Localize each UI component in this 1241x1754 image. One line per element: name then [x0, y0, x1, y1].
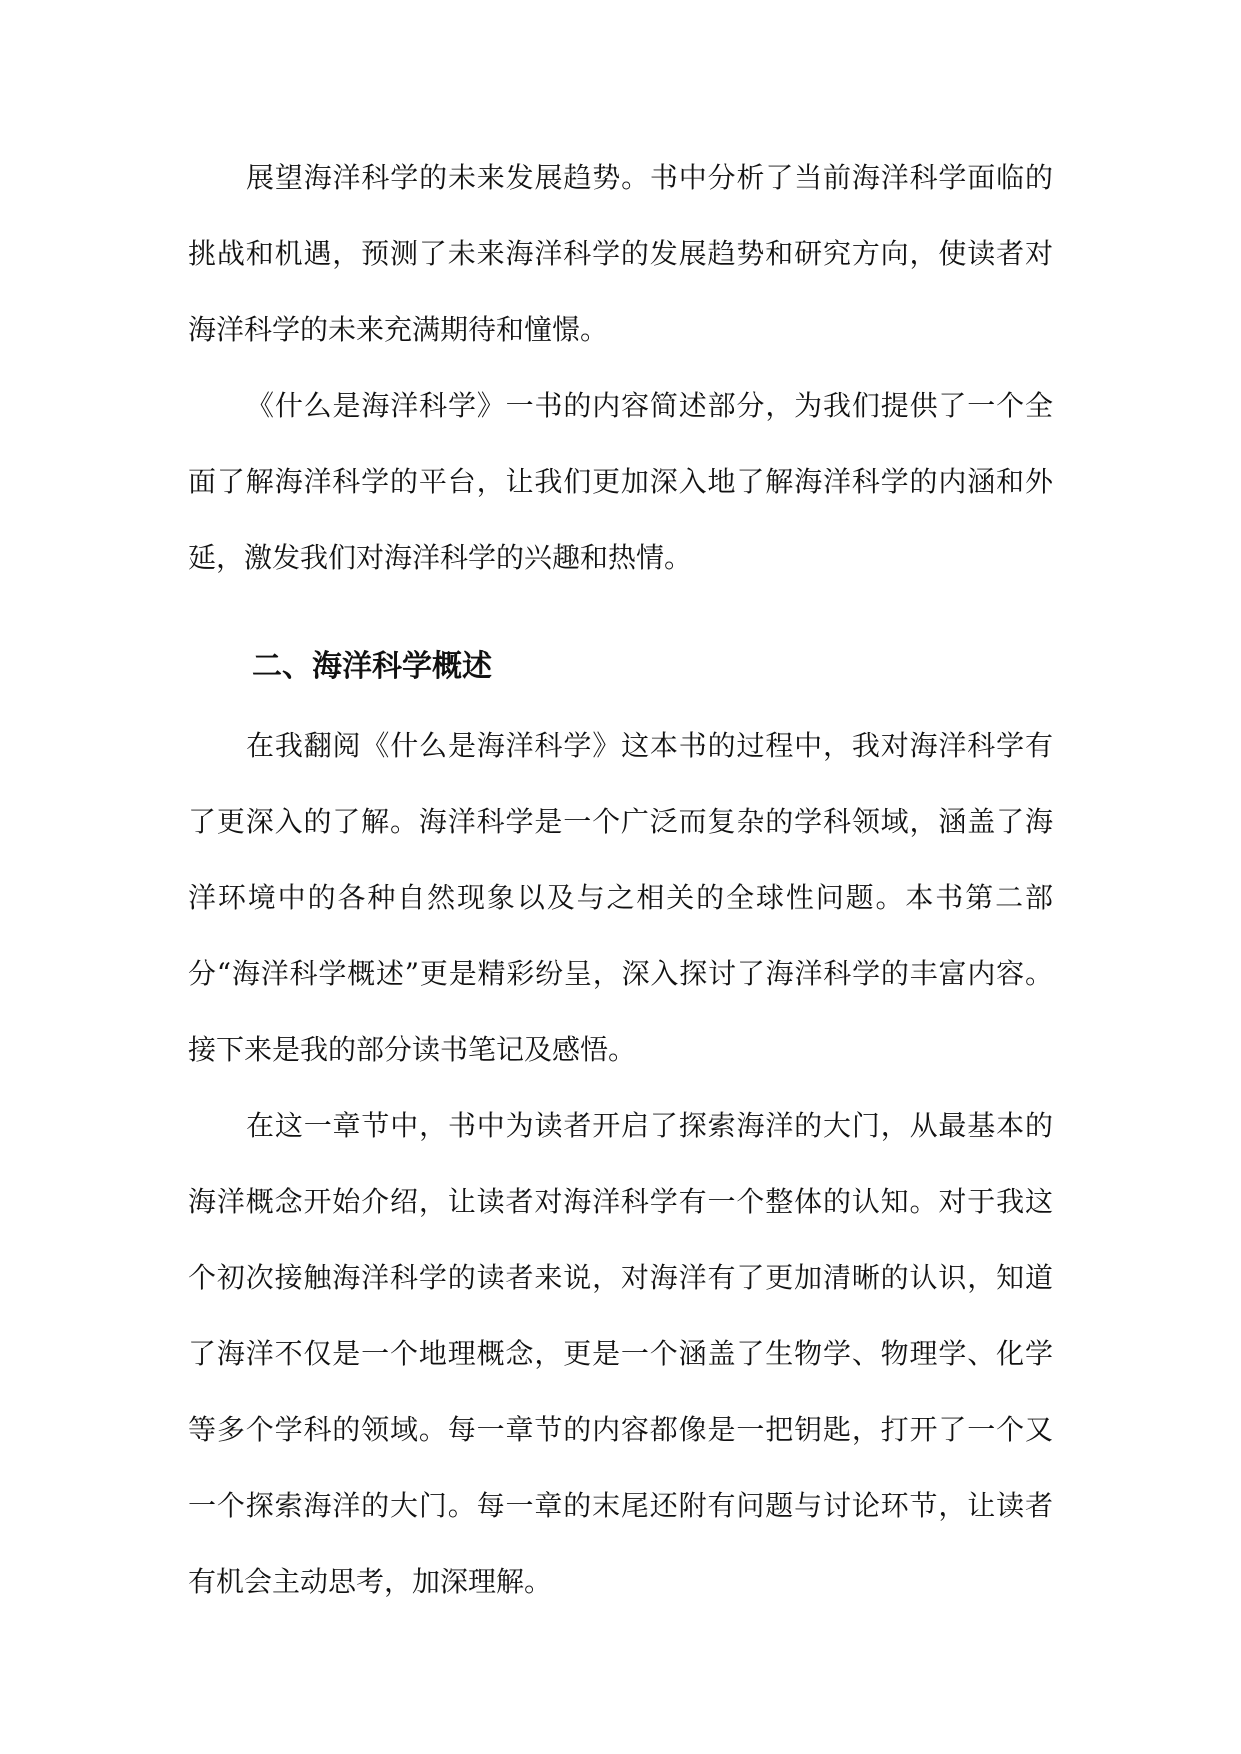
paragraph-chapter-notes: 在这一章节中，书中为读者开启了探索海洋的大门，从最基本的海洋概念开始介绍，让读者对海洋科学有一个整体的认知。对于我这个初次接触海洋科学的读者来说，对海洋有了更加清晰的认识，知道了海洋不仅是一个地理概念，更是一个涵盖了生物学、物理学、化学等多个学科的领域。每一章节的内容都像是一把钥匙，打开了一个又一个探索海洋的大门。每一章的末尾还附有问题与讨论环节，让读者有机会主动思考，加深理解。 — [188, 1109, 1053, 1598]
paragraph-overview-intro: 在我翻阅《什么是海洋科学》这本书的过程中，我对海洋科学有了更深入的了解。海洋科学是一个广泛而复杂的学科领域，涵盖了海洋环境中的各种自然现象以及与之相关的全球性问题。本书第二部分“海洋科学概述”更是精彩纷呈，深入探讨了海洋科学的丰富内容。接下来是我的部分读书笔记及感悟。 — [188, 729, 1053, 1066]
paragraph-future-trends: 展望海洋科学的未来发展趋势。书中分析了当前海洋科学面临的挑战和机遇，预测了未来海洋科学的发展趋势和研究方向，使读者对海洋科学的未来充满期待和憧憬。 — [188, 161, 1053, 346]
paragraph-content-summary: 《什么是海洋科学》一书的内容简述部分，为我们提供了一个全面了解海洋科学的平台，让我们更加深入地了解海洋科学的内涵和外延，激发我们对海洋科学的兴趣和热情。 — [188, 389, 1053, 574]
section-heading: 二、海洋科学概述 — [252, 649, 492, 684]
document-body — [188, 140, 1053, 1620]
